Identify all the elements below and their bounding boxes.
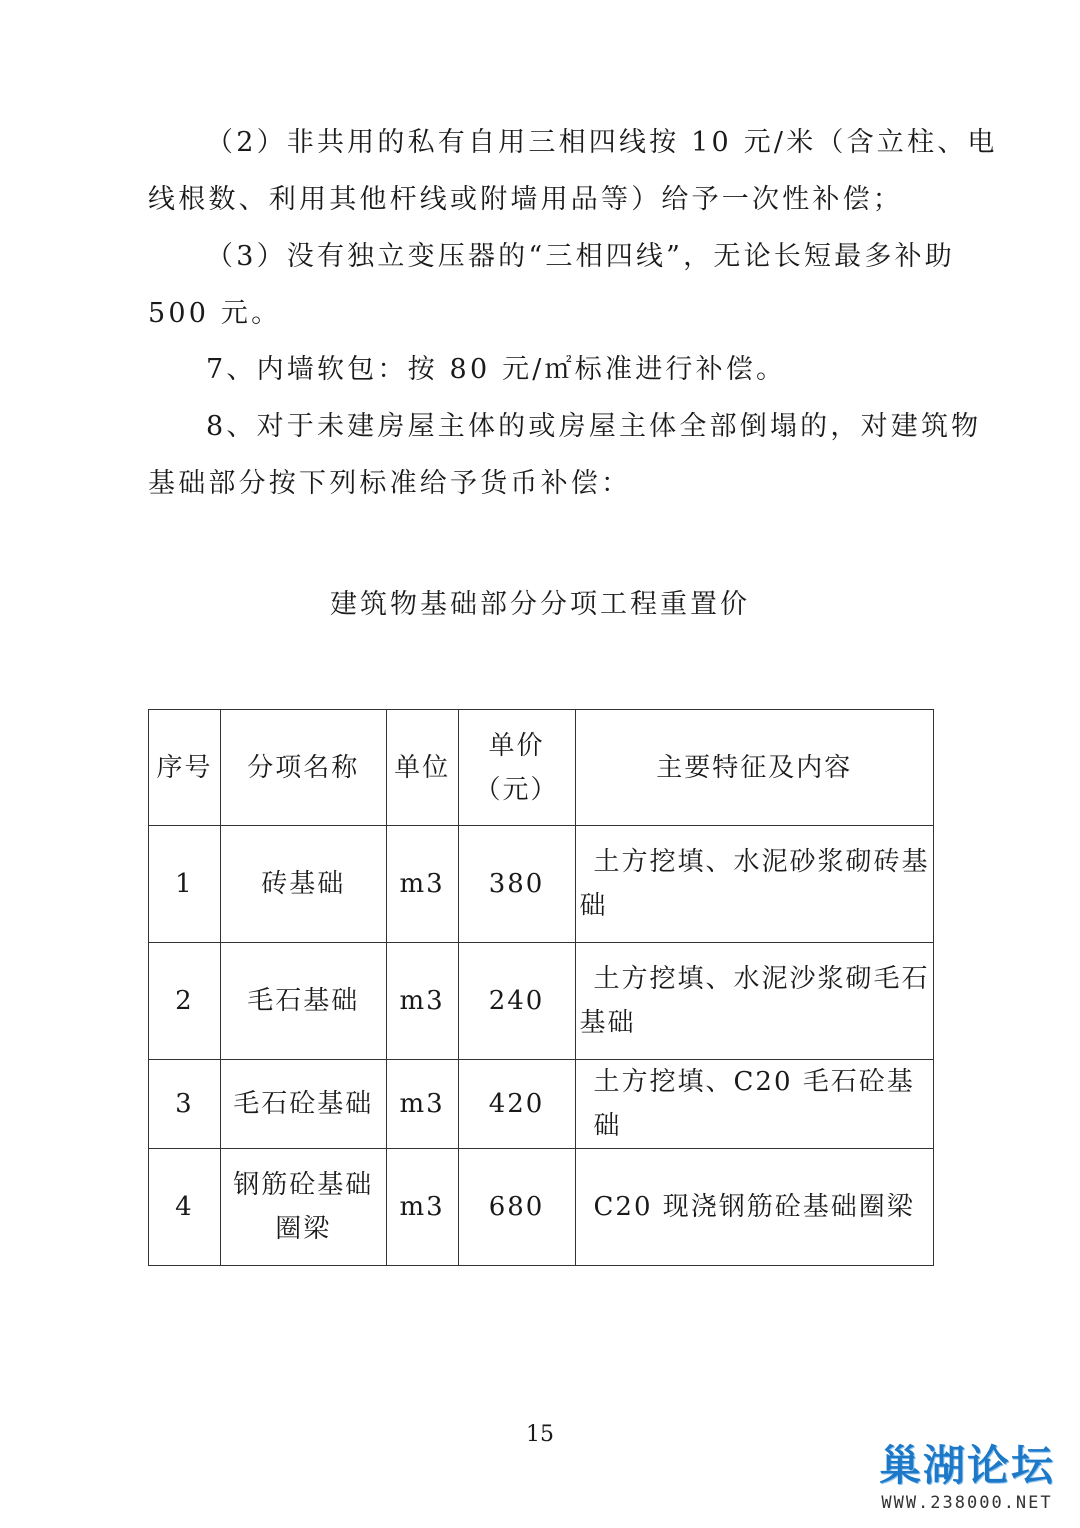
cell-desc-line: C20 现浇钢筋砼基础圈梁 — [593, 1192, 915, 1222]
cell-name-line: 钢筋砼基础 — [233, 1170, 374, 1200]
paragraph-line: 基础部分按下列标准给予货币补偿： — [148, 468, 632, 499]
watermark-name: 巢湖论坛 — [878, 1441, 1055, 1490]
header-desc: 主要特征及内容 — [575, 710, 933, 826]
cell-seq: 1 — [149, 826, 221, 943]
table-row — [149, 943, 934, 1060]
header-name: 分项名称 — [220, 710, 386, 826]
cell-name: 毛石基础 — [220, 943, 386, 1060]
watermark-url: WWW.238000.NET — [881, 1493, 1053, 1513]
paragraph-line: 500 元。 — [148, 298, 282, 329]
paragraph-line: （3）没有独立变压器的“三相四线”，无论长短最多补助 — [206, 241, 955, 272]
cell-unit: m3 — [386, 1060, 458, 1149]
cell-desc-line: 础 — [579, 891, 608, 921]
paragraph-wall-padding — [148, 341, 953, 398]
paragraph-three-phase-private — [148, 114, 998, 228]
header-price-line2: （元） — [474, 774, 559, 805]
cell-seq: 2 — [149, 943, 221, 1060]
cell-name: 毛石砼基础 — [220, 1060, 386, 1149]
price-table — [148, 709, 934, 1266]
header-price — [458, 710, 575, 826]
cell-name-line: 圈梁 — [275, 1214, 332, 1244]
table-row — [149, 1060, 934, 1149]
cell-price: 240 — [458, 943, 575, 1060]
cell-seq: 3 — [149, 1060, 221, 1149]
cell-desc — [575, 1149, 933, 1266]
cell-desc — [575, 826, 933, 943]
table-row — [149, 1149, 934, 1266]
cell-desc-line: 土方挖填、C20 毛石砼基础 — [593, 1067, 915, 1141]
cell-name — [220, 1149, 386, 1266]
table-row — [149, 826, 934, 943]
table-title: 建筑物基础部分分项工程重置价 — [330, 589, 750, 620]
cell-price: 680 — [458, 1149, 575, 1266]
cell-name: 砖基础 — [220, 826, 386, 943]
paragraph-no-transformer — [148, 228, 953, 342]
table-header-row — [149, 710, 934, 826]
header-price-line1: 单价 — [488, 730, 545, 761]
paragraph-line: 7、内墙软包：按 80 元/㎡标准进行补偿。 — [206, 354, 787, 385]
paragraph-line: （2）非共用的私有自用三相四线按 10 元/米（含立柱、电 — [206, 127, 998, 158]
cell-unit: m3 — [386, 1149, 458, 1266]
cell-seq: 4 — [149, 1149, 221, 1266]
cell-unit: m3 — [386, 826, 458, 943]
cell-desc — [575, 943, 933, 1060]
cell-desc — [575, 1060, 933, 1149]
cell-desc-line: 土方挖填、水泥砂浆砌砖基 — [593, 847, 930, 877]
cell-price: 420 — [458, 1060, 575, 1149]
cell-unit: m3 — [386, 943, 458, 1060]
cell-price: 380 — [458, 826, 575, 943]
header-seq: 序号 — [149, 710, 221, 826]
paragraph-line: 8、对于未建房屋主体的或房屋主体全部倒塌的，对建筑物 — [206, 411, 982, 442]
cell-desc-line: 土方挖填、水泥沙浆砌毛石 — [593, 964, 930, 994]
forum-watermark-logo — [872, 1440, 1062, 1514]
cell-desc-line: 基础 — [579, 1008, 636, 1038]
header-unit: 单位 — [386, 710, 458, 826]
paragraph-foundation — [148, 398, 982, 512]
page-number: 15 — [526, 1422, 554, 1447]
paragraph-line: 线根数、利用其他杆线或附墙用品等）给予一次性补偿； — [148, 184, 903, 215]
